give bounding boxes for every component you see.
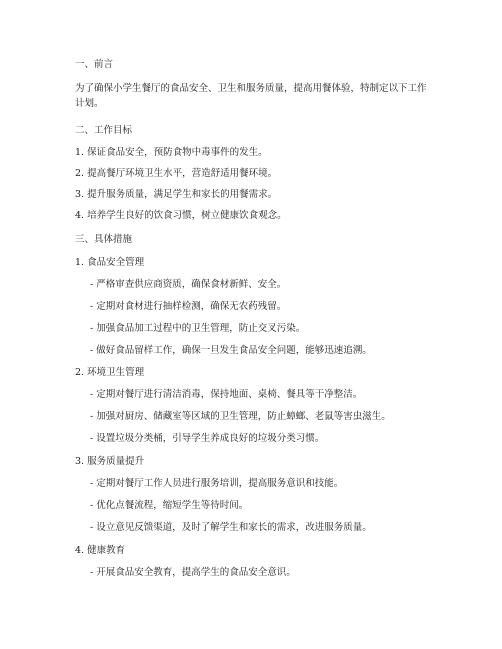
goal-item: 2. 提高餐厅环境卫生水平，营造舒适用餐环境。 (75, 168, 278, 179)
measure-bullet: - 严格审查供应商资质，确保食材新鲜、安全。 (90, 279, 287, 290)
measure-bullet: - 做好食品留样工作，确保一旦发生食品安全问题，能够迅速追溯。 (90, 345, 372, 356)
measure-bullet: - 设立意见反馈渠道，及时了解学生和家长的需求，改进服务质量。 (90, 522, 372, 533)
section-heading-goals: 二、工作目标 (75, 125, 133, 136)
measure-bullet: - 加强食品加工过程中的卫生管理，防止交叉污染。 (90, 323, 306, 334)
measure-bullet: - 定期对食材进行抽样检测，确保无农药残留。 (90, 301, 287, 312)
goal-item: 4. 培养学生良好的饮食习惯，树立健康饮食观念。 (75, 210, 287, 221)
measure-bullet: - 设置垃圾分类桶，引导学生养成良好的垃圾分类习惯。 (90, 433, 325, 444)
goal-item: 3. 提升服务质量，满足学生和家长的用餐需求。 (75, 189, 278, 200)
measure-group-title: 2. 环境卫生管理 (75, 367, 145, 378)
measure-bullet: - 定期对餐厅工作人员进行服务培训，提高服务意识和技能。 (90, 478, 344, 489)
goal-item: 1. 保证食品安全，预防食物中毒事件的发生。 (75, 147, 268, 158)
measure-bullet: - 定期对餐厅进行清洁消毒，保持地面、桌椅、餐具等干净整洁。 (90, 389, 363, 400)
preface-paragraph: 为了确保小学生餐厅的食品安全、卫生和服务质量，提高用餐体验，特制定以下工作计划。 (75, 83, 427, 109)
measure-group-title: 1. 食品安全管理 (75, 257, 145, 268)
measure-group-title: 3. 服务质量提升 (75, 456, 145, 467)
section-heading-preface: 一、前言 (75, 59, 114, 70)
measure-bullet: - 优化点餐流程，缩短学生等待时间。 (90, 500, 249, 511)
section-heading-measures: 三、具体措施 (75, 234, 133, 245)
measure-group-title: 4. 健康教育 (75, 545, 126, 556)
measure-bullet: - 开展食品安全教育，提高学生的食品安全意识。 (90, 567, 296, 578)
measure-bullet: - 加强对厨房、储藏室等区域的卫生管理，防止蟑螂、老鼠等害虫滋生。 (90, 411, 391, 422)
